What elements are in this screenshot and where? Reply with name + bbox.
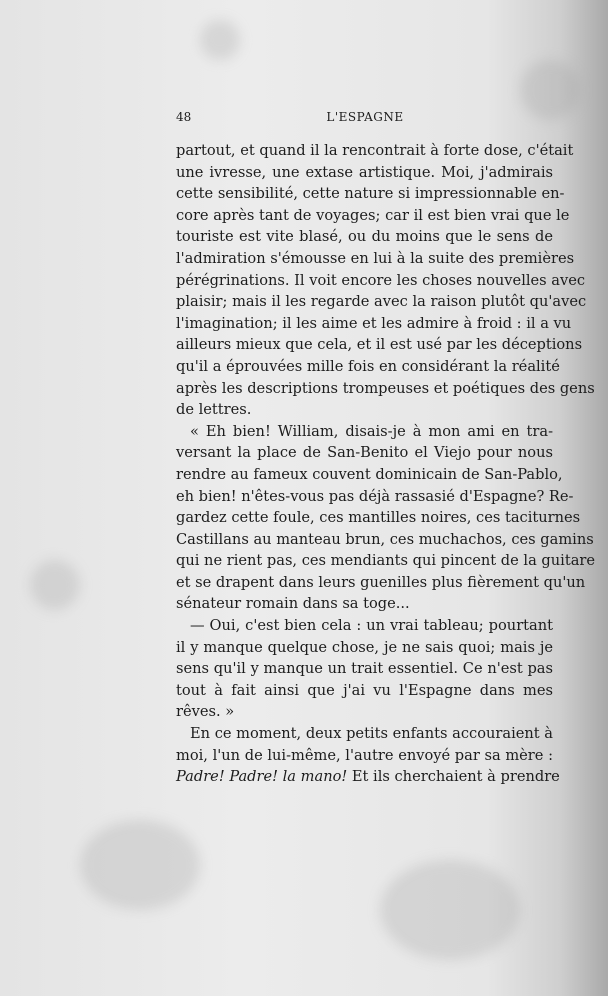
- page-header: [176, 110, 554, 128]
- text-line: touriste est vite blasé, ou du moins que le sens de: [176, 228, 553, 246]
- text-line: ailleurs mieux que cela, et il est usé par les déceptions: [176, 336, 583, 354]
- paragraph: [176, 615, 553, 723]
- roman-phrase: Et ils cherchaient à prendre: [347, 768, 560, 786]
- text-line: core après tant de voyages; car il est bien vrai que le: [176, 206, 570, 224]
- text-line: cette sensibilité, cette nature si impressionnable en-: [176, 185, 565, 203]
- text-line: il y manque quelque chose, je ne sais quoi; mais je: [176, 638, 553, 656]
- text-line: sens qu'il y manque un trait essentiel. Ce n'est pas: [176, 660, 553, 678]
- text-line: pérégrinations. Il voit encore les choses nouvelles avec: [176, 271, 586, 289]
- text-line: après les descriptions trompeuses et poétiques des gens: [176, 379, 595, 397]
- text-line: versant la place de San-Benito el Viejo pour nous: [176, 444, 553, 462]
- text-line: qui ne rient pas, ces mendiants qui pincent de la guitare: [176, 552, 596, 570]
- text-line: « Eh bien! William, disais-je à mon ami en tra-: [190, 422, 553, 440]
- stain: [200, 20, 240, 60]
- text-line: une ivresse, une extase artistique. Moi, j'admirais: [176, 163, 553, 181]
- text-line: qu'il a éprouvées mille fois en considérant la réalité: [176, 357, 560, 375]
- text-line: moi, l'un de lui-même, l'autre envoyé par sa mère :: [176, 746, 553, 764]
- text-line: de lettres.: [176, 401, 252, 419]
- text-line: tout à fait ainsi que j'ai vu l'Espagne dans mes: [176, 681, 553, 699]
- stain: [80, 820, 200, 910]
- text-line: l'admiration s'émousse en lui à la suite des premières: [176, 249, 575, 267]
- italic-phrase: Padre! Padre! la mano!: [176, 768, 348, 786]
- stain: [380, 860, 520, 960]
- text-line: eh bien! n'êtes-vous pas déjà rassasié d'Espagne? Re-: [176, 487, 574, 505]
- paragraph: [176, 723, 560, 788]
- text-line: sénateur romain dans sa toge...: [176, 595, 410, 613]
- text-line: partout, et quand il la rencontrait à forte dose, c'était: [176, 142, 574, 159]
- text-line: l'imagination; il les aime et les admire à froid : il a vu: [176, 314, 572, 332]
- text-line: rêves. »: [176, 703, 235, 721]
- body-text: [176, 140, 596, 788]
- text-line: Castillans au manteau brun, ces muchachos, ces gamins: [176, 530, 594, 548]
- text-line: [176, 766, 560, 788]
- stain: [30, 560, 80, 610]
- running-title: L'ESPAGNE: [326, 110, 404, 124]
- text-line: et se drapent dans leurs guenilles plus fièrement qu'un: [176, 573, 586, 591]
- text-line: En ce moment, deux petits enfants accouraient à: [190, 725, 553, 743]
- page-number: 48: [176, 110, 192, 124]
- text-line: gardez cette foule, ces mantilles noires, ces taciturnes: [176, 509, 581, 527]
- text-line: rendre au fameux couvent dominicain de San-Pablo,: [176, 465, 563, 483]
- paragraph: [176, 421, 596, 615]
- text-line: plaisir; mais il les regarde avec la raison plutôt qu'avec: [176, 293, 587, 311]
- paragraph: [176, 140, 595, 421]
- text-line: — Oui, c'est bien cela : un vrai tableau; pourtant: [190, 617, 553, 635]
